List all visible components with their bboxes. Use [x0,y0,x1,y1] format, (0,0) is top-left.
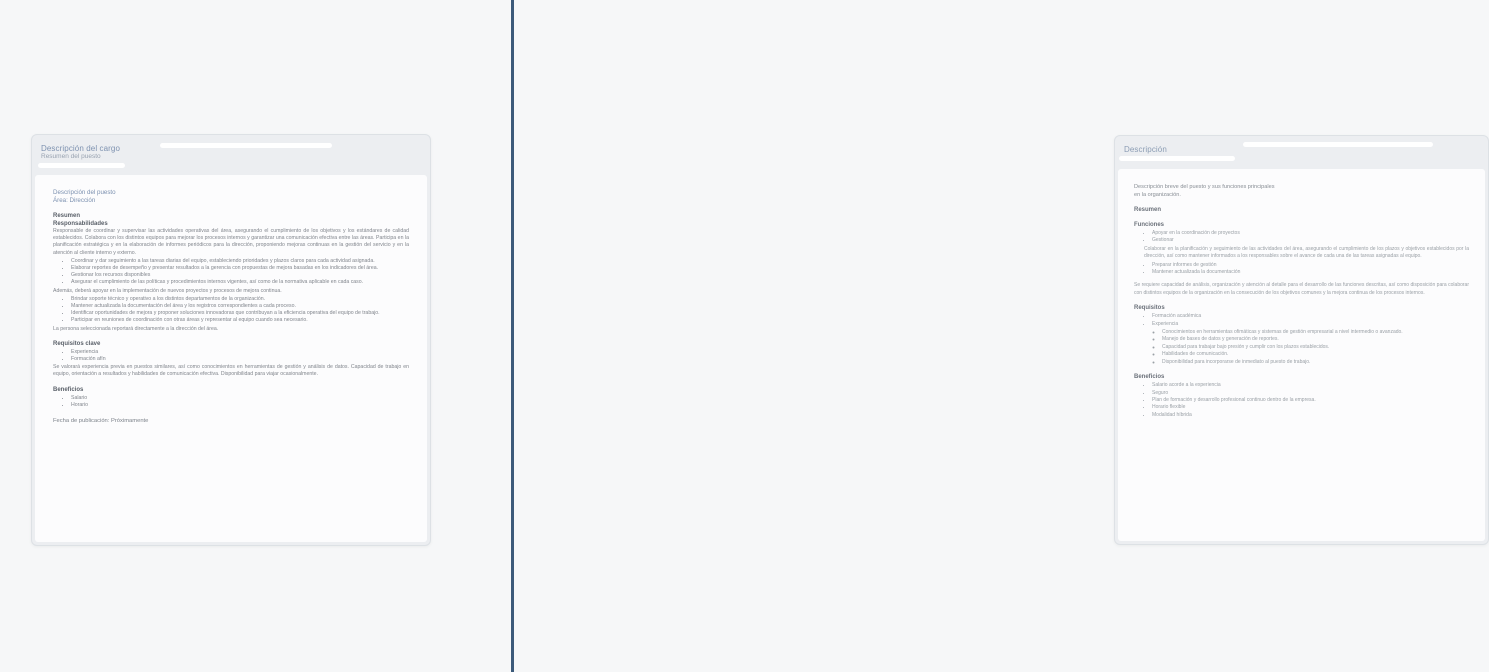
list-item: • Experiencia [1152,321,1469,328]
document-header [1115,136,1488,172]
bullet-list [1134,382,1469,419]
document-header [32,135,430,171]
list-item: • Mantener actualizada la documentación [1152,269,1469,276]
section-subheading: Responsabilidades [53,221,108,227]
list-item: • Participar en reuniones de coordinación con otras áreas y representar al equipo cuando sea necesario. [71,317,409,324]
section-paragraph: Responsable de coordinar y supervisar las actividades operativas del área, asegurando el cumplimiento de los objetivos y los estándares de calidad establecidos. Colabora con los distintos equipos para mejorar los procesos internos y garantizar una comunicación efectiva entre las áreas. Participa en la planificación estratégica y en la elaboración de informes periódicos para la dirección, proponiendo mejoras continuas en la gestión del servicio y en la atención al cliente interno y externo. [53,228,409,256]
doc-subtitle: Área: Dirección [53,197,96,204]
list-item: • Gestionar los recursos disponibles [71,272,409,279]
header-placeholder-bar [1243,142,1433,147]
header-placeholder-bar [38,163,125,168]
header-placeholder-bar [1119,156,1235,161]
list-item: ◦ Capacidad para trabajar bajo presión y cumplir con los plazos establecidos. [1162,344,1469,351]
bullet-list [1134,313,1469,366]
document-header-subtitle: Resumen del puesto [41,153,101,160]
document-body [1118,169,1485,541]
bullet-list [1134,230,1469,245]
list-item: • Formación afín [71,356,409,363]
section-heading: Beneficios [53,386,84,393]
bullet-list [53,395,409,409]
list-item: ◦ Conocimientos en herramientas ofimáticas y sistemas de gestión empresarial a nivel intermedio o avanzado. [1162,329,1469,336]
section-heading: Resumen [1134,207,1162,213]
list-item: • Experiencia [71,349,409,356]
section-heading: Requisitos [1134,305,1165,312]
section-heading: Funciones [1134,222,1165,228]
document-preview-left[interactable] [31,134,431,546]
section-heading: Beneficios [1134,374,1165,381]
section-heading: Resumen [53,213,81,219]
list-item: • Horario flexible [1152,404,1469,411]
list-item: ◦ Disponibilidad para incorporarse de inmediato al puesto de trabajo. [1162,359,1469,366]
list-item: ◦ Habilidades de comunicación. [1162,351,1469,358]
bullet-list [53,349,409,363]
right-pane [514,0,1469,672]
document-body [35,175,427,542]
list-item: • Salario acorde a la experiencia [1152,382,1469,389]
section-paragraph: La persona seleccionada reportará directamente a la dirección del área. [53,325,219,332]
list-item: • Elaborar reportes de desempeño y presentar resultados a la gerencia con propuestas de mejora basadas en los indicadores del área. [71,265,409,272]
list-item: • Salario [71,395,409,402]
section-paragraph: Además, deberá apoyar en la implementación de nuevos proyectos y procesos de mejora continua. [53,287,282,294]
list-item: • Modalidad híbrida [1152,412,1469,419]
document-preview-right[interactable] [1114,135,1489,545]
doc-intro: en la organización. [1134,192,1181,198]
list-item: • Seguro [1152,390,1469,397]
document-footer: Fecha de publicación: Próximamente [53,418,149,425]
bullet-list [1134,262,1469,277]
section-paragraph: Colaborar en la planificación y seguimiento de las actividades del área, asegurando el cumplimiento de los plazos y objetivos establecidos por la dirección, así como mantener informados a los responsables sobre el avance de cada una de las tareas asignadas al equipo. [1144,245,1469,260]
document-header-title: Descripción del cargo [41,144,121,153]
section-paragraph: Se requiere capacidad de análisis, organización y atención al detalle para el desarrollo de las funciones descritas, así como disposición para colaborar con distintos equipos de la organización en la consecución de los objetivos comunes y la mejora continua de los procesos internos. [1134,282,1469,296]
list-item: ◦ Manejo de bases de datos y generación de reportes. [1162,336,1469,343]
list-item: • Asegurar el cumplimiento de las políticas y procedimientos internos vigentes, así como de la normativa aplicable en cada caso. [71,279,409,286]
list-item: • Mantener actualizada la documentación del área y los registros correspondientes a cada proceso. [71,303,409,310]
nested-bullet-list [1152,329,1469,366]
section-heading: Requisitos clave [53,340,101,347]
list-item: • Plan de formación y desarrollo profesional continuo dentro de la empresa. [1152,397,1469,404]
left-pane [0,0,511,672]
doc-subtitle: Descripción del puesto [53,189,116,196]
list-item: • Formación académica [1152,313,1469,320]
document-header-title: Descripción [1124,145,1167,154]
section-paragraph: Se valorará experiencia previa en puestos similares, así como conocimientos en herramientas de gestión y análisis de datos. Capacidad de trabajo en equipo, orientación a resultados y habilidades de comunicación efectiva. Disponibilidad para viajar ocasionalmente. [53,364,409,378]
bullet-list [53,258,409,287]
header-placeholder-bar [160,143,332,148]
list-item: • Brindar soporte técnico y operativo a los distintos departamentos de la organización. [71,296,409,303]
list-item: • Horario [71,402,409,409]
list-item: • Coordinar y dar seguimiento a las tareas diarias del equipo, estableciendo prioridades y plazos claros para cada actividad asignada. [71,258,409,265]
bullet-list [53,296,409,325]
list-item: • Gestionar [1152,237,1469,244]
list-item: • Apoyar en la coordinación de proyectos [1152,230,1469,237]
doc-intro: Descripción breve del puesto y sus funciones principales [1134,184,1275,190]
list-item: • Identificar oportunidades de mejora y proponer soluciones innovadoras que contribuyan a la eficiencia operativa del equipo de trabajo. [71,310,409,317]
list-item: • Preparar informes de gestión [1152,262,1469,269]
